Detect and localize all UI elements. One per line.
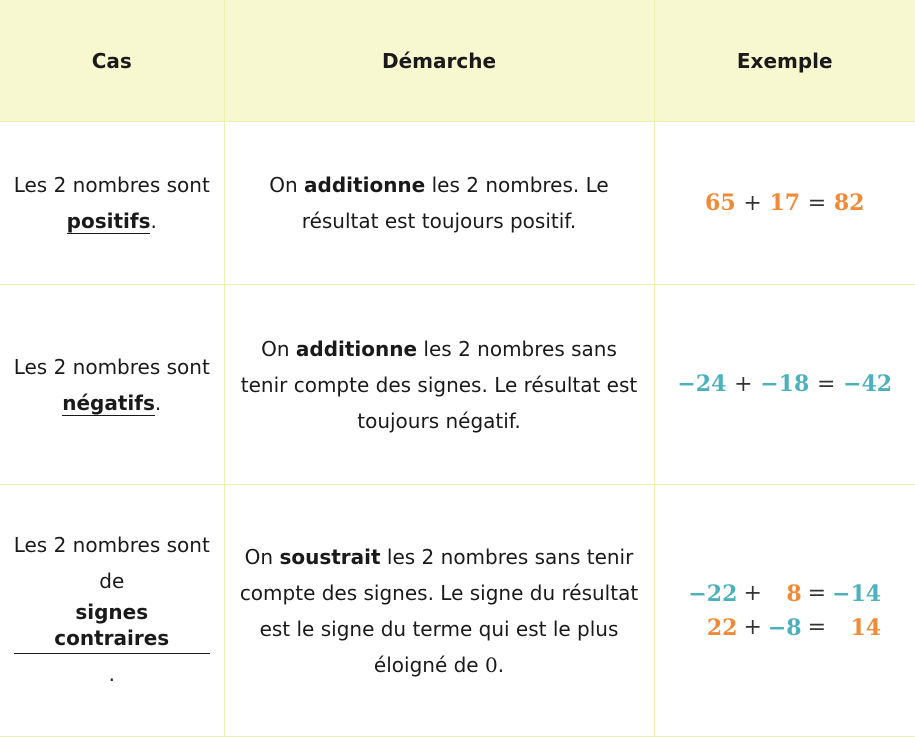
exemple-cell	[654, 285, 915, 485]
cas-keyword: positifs	[66, 209, 151, 233]
exemple-cell	[654, 485, 915, 737]
cas-period: .	[154, 390, 162, 415]
example-equation	[705, 190, 864, 216]
operator-plus: +	[743, 581, 762, 606]
table-row	[0, 285, 915, 485]
operand-b: −8	[767, 615, 802, 641]
header-demarche: Démarche	[224, 0, 654, 122]
operator-plus: +	[734, 372, 753, 397]
cas-text: Les 2 nombres sont de	[13, 533, 210, 593]
demarche-cell	[224, 485, 654, 737]
zero-value: 0	[484, 652, 498, 677]
cas-period: .	[150, 209, 157, 233]
table-row	[0, 485, 915, 737]
operand-a: −22	[688, 581, 738, 607]
demarche-text: On	[244, 544, 280, 569]
demarche-text: On	[269, 173, 305, 197]
result: 14	[850, 615, 882, 641]
operand-a: 65	[705, 189, 736, 216]
demarche-text-rest: les 2 nombres sans tenir compte des signes. Le signe du résultat est le signe du terme qui est le plus éloigné de	[239, 544, 639, 677]
operator-plus: +	[743, 190, 762, 216]
header-row	[0, 0, 915, 122]
header-cas: Cas	[0, 0, 224, 122]
demarche-keyword: additionne	[295, 336, 418, 361]
cas-keyword-line1: signes	[75, 600, 149, 624]
operator-equals: =	[816, 372, 836, 397]
operand-b: −18	[760, 371, 810, 397]
cas-text: Les 2 nombres sont	[13, 354, 210, 379]
operand-a: 22	[706, 615, 738, 641]
operator-plus: +	[743, 615, 762, 640]
exemple-cell	[654, 122, 915, 285]
demarche-text-rest: les 2 nombres. Le résultat est toujours positif.	[301, 173, 609, 233]
cas-period: .	[108, 662, 115, 686]
example-equation	[677, 371, 892, 397]
cas-text: Les 2 nombres sont	[13, 173, 210, 197]
operand-b: 8	[786, 581, 802, 607]
demarche-keyword: additionne	[304, 173, 426, 197]
cas-cell	[0, 122, 224, 285]
header-exemple: Exemple	[654, 0, 915, 122]
table-row	[0, 122, 915, 285]
demarche-cell	[224, 285, 654, 485]
operator-equals: =	[807, 190, 827, 216]
result: −14	[832, 581, 882, 607]
example-equations	[688, 577, 881, 645]
operator-equals: =	[807, 581, 827, 606]
demarche-cell	[224, 122, 654, 285]
cas-cell	[0, 285, 224, 485]
cas-keyword: négatifs	[62, 390, 155, 415]
operand-a: −24	[677, 371, 727, 397]
cas-keyword-line2: contraires	[54, 626, 170, 650]
result: 82	[833, 189, 865, 216]
demarche-period: .	[497, 652, 505, 677]
operator-equals: =	[807, 615, 827, 640]
demarche-keyword: soustrait	[279, 544, 381, 569]
demarche-text: On	[261, 336, 296, 361]
demarche-text-rest: les 2 nombres sans tenir compte des signes. Le résultat est toujours négatif.	[240, 336, 638, 433]
operand-b: 17	[769, 189, 801, 216]
result: −42	[843, 371, 893, 397]
cas-cell	[0, 485, 224, 737]
